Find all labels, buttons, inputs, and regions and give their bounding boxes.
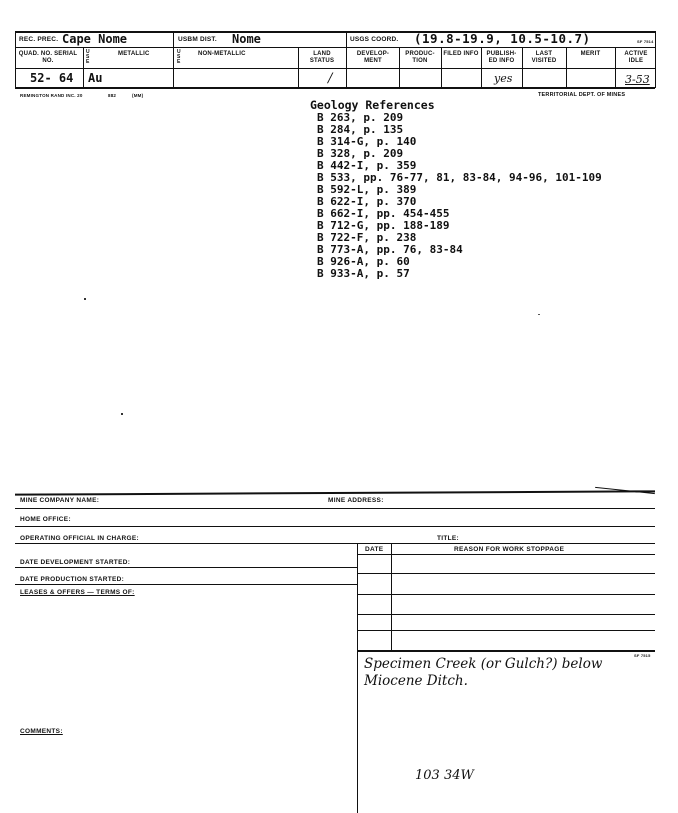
header-vline (522, 47, 523, 88)
printer-note: REMINGTON RAND INC. 20 (20, 93, 83, 98)
header-vline (298, 47, 299, 88)
reason-column-label: REASON FOR WORK STOPPAGE (454, 546, 565, 553)
form-rule (15, 543, 655, 544)
form-divider (357, 543, 358, 813)
metallic-value: Au (88, 71, 103, 85)
last-visited-label: LAST VISITED (531, 51, 557, 64)
header-vline (83, 47, 84, 88)
form-rule (15, 526, 655, 527)
header-vline (655, 31, 656, 88)
non-metallic-label: NON-METALLIC (198, 51, 246, 57)
home-office-label: HOME OFFICE: (20, 516, 71, 523)
header-bottom-rule (15, 87, 655, 89)
active-idle-label: ACTIVE IDLE (624, 51, 648, 64)
mine-address-label: MINE ADDRESS: (328, 497, 384, 504)
mine-company-label: MINE COMPANY NAME: (20, 497, 100, 504)
active-idle-value: 3-53 (625, 73, 650, 86)
merit-label: MERIT (580, 51, 601, 57)
metallic-label: METALLIC (118, 51, 150, 57)
usbm-dist-label: USBM DIST. (178, 36, 217, 43)
published-info-value: yes (494, 72, 513, 85)
form-rule (357, 594, 655, 595)
use2-label: U S E (177, 49, 181, 65)
operating-official-label: OPERATING OFFICIAL IN CHARGE: (20, 535, 139, 542)
develop-label: DEVELOP- MENT (356, 51, 390, 64)
leases-label: LEASES & OFFERS — TERMS OF: (20, 589, 135, 596)
stray-mark (84, 298, 86, 300)
form-rule (357, 614, 655, 615)
usbm-dist-value: Nome (232, 32, 261, 46)
stray-mark (121, 413, 123, 415)
filed-info-label: FILED INFO (443, 51, 479, 57)
reference-item: B 284, p. 135 (317, 123, 404, 136)
header-vline (399, 47, 400, 88)
references-title: Geology References (310, 98, 435, 112)
usgs-coord-label: USGS COORD. (350, 36, 399, 43)
land-status-value: / (328, 71, 333, 86)
published-info-label: PUBLISH- ED INFO (486, 51, 517, 64)
land-status-label: LAND STATUS (309, 51, 335, 64)
header-vline (615, 47, 616, 88)
date-development-label: DATE DEVELOPMENT STARTED: (20, 559, 131, 566)
use-label: U S E (86, 49, 90, 65)
title-label: TITLE: (437, 535, 460, 542)
header-vline (346, 31, 347, 88)
quad-serial-value: 52- 64 (30, 71, 74, 85)
department-label: TERRITORIAL DEPT. OF MINES (538, 92, 626, 98)
reference-item: B 926-A, p. 60 (317, 255, 410, 268)
printer-code-2: (MM) (132, 93, 144, 98)
usgs-coord-value: (19.8-19.9, 10.5-10.7) (414, 31, 591, 46)
header-label-rule (15, 68, 655, 69)
reference-item: B 712-G, pp. 188-189 (317, 219, 450, 232)
reference-item: B 263, p. 209 (317, 111, 404, 124)
reference-item: B 442-I, p. 359 (317, 159, 417, 172)
reference-item: B 314-G, p. 140 (317, 135, 417, 148)
production-label: PRODUC- TION (405, 51, 435, 64)
reference-item: B 773-A, pp. 76, 83-84 (317, 243, 463, 256)
header-vline (441, 47, 442, 88)
reference-item: B 933-A, p. 57 (317, 267, 410, 280)
reference-item: B 662-I, pp. 454-455 (317, 207, 450, 220)
form-rule (357, 630, 655, 631)
form-rule (15, 508, 655, 509)
quad-serial-label: QUAD. NO. SERIAL NO. (18, 51, 78, 64)
form-rule (357, 554, 655, 555)
date-column-label: DATE (365, 546, 384, 553)
rec-prec-value: Cape Nome (62, 32, 128, 46)
form-rule (357, 650, 655, 652)
comments-label: COMMENTS: (20, 728, 63, 735)
form-rule (15, 584, 357, 585)
reference-item: B 592-L, p. 389 (317, 183, 417, 196)
reference-item: B 722-F, p. 238 (317, 231, 417, 244)
stray-mark (538, 314, 540, 315)
note-line-2: Miocene Ditch. (364, 673, 468, 689)
reference-item: B 328, p. 209 (317, 147, 404, 160)
header-mid-rule (15, 47, 655, 48)
note-line-1: Specimen Creek (or Gulch?) below (364, 656, 603, 672)
rec-prec-label: REC. PREC. (19, 36, 59, 43)
reference-item: B 622-I, p. 370 (317, 195, 417, 208)
form-rule (357, 573, 655, 574)
date-production-label: DATE PRODUCTION STARTED: (20, 576, 125, 583)
note-number: 103 34W (415, 768, 474, 783)
form-number-2: SF 7515 (634, 653, 651, 658)
printer-code: 882 (108, 93, 117, 98)
form-rule (15, 567, 357, 568)
reference-item: B 533, pp. 76-77, 81, 83-84, 94-96, 101-109 (317, 171, 602, 184)
header-vline (173, 31, 174, 88)
header-vline (566, 47, 567, 88)
footer-top-rule (15, 490, 655, 495)
form-divider (391, 543, 392, 651)
form-number: SF 7514 (637, 39, 654, 44)
header-vline (15, 31, 16, 88)
header-vline (481, 47, 482, 88)
